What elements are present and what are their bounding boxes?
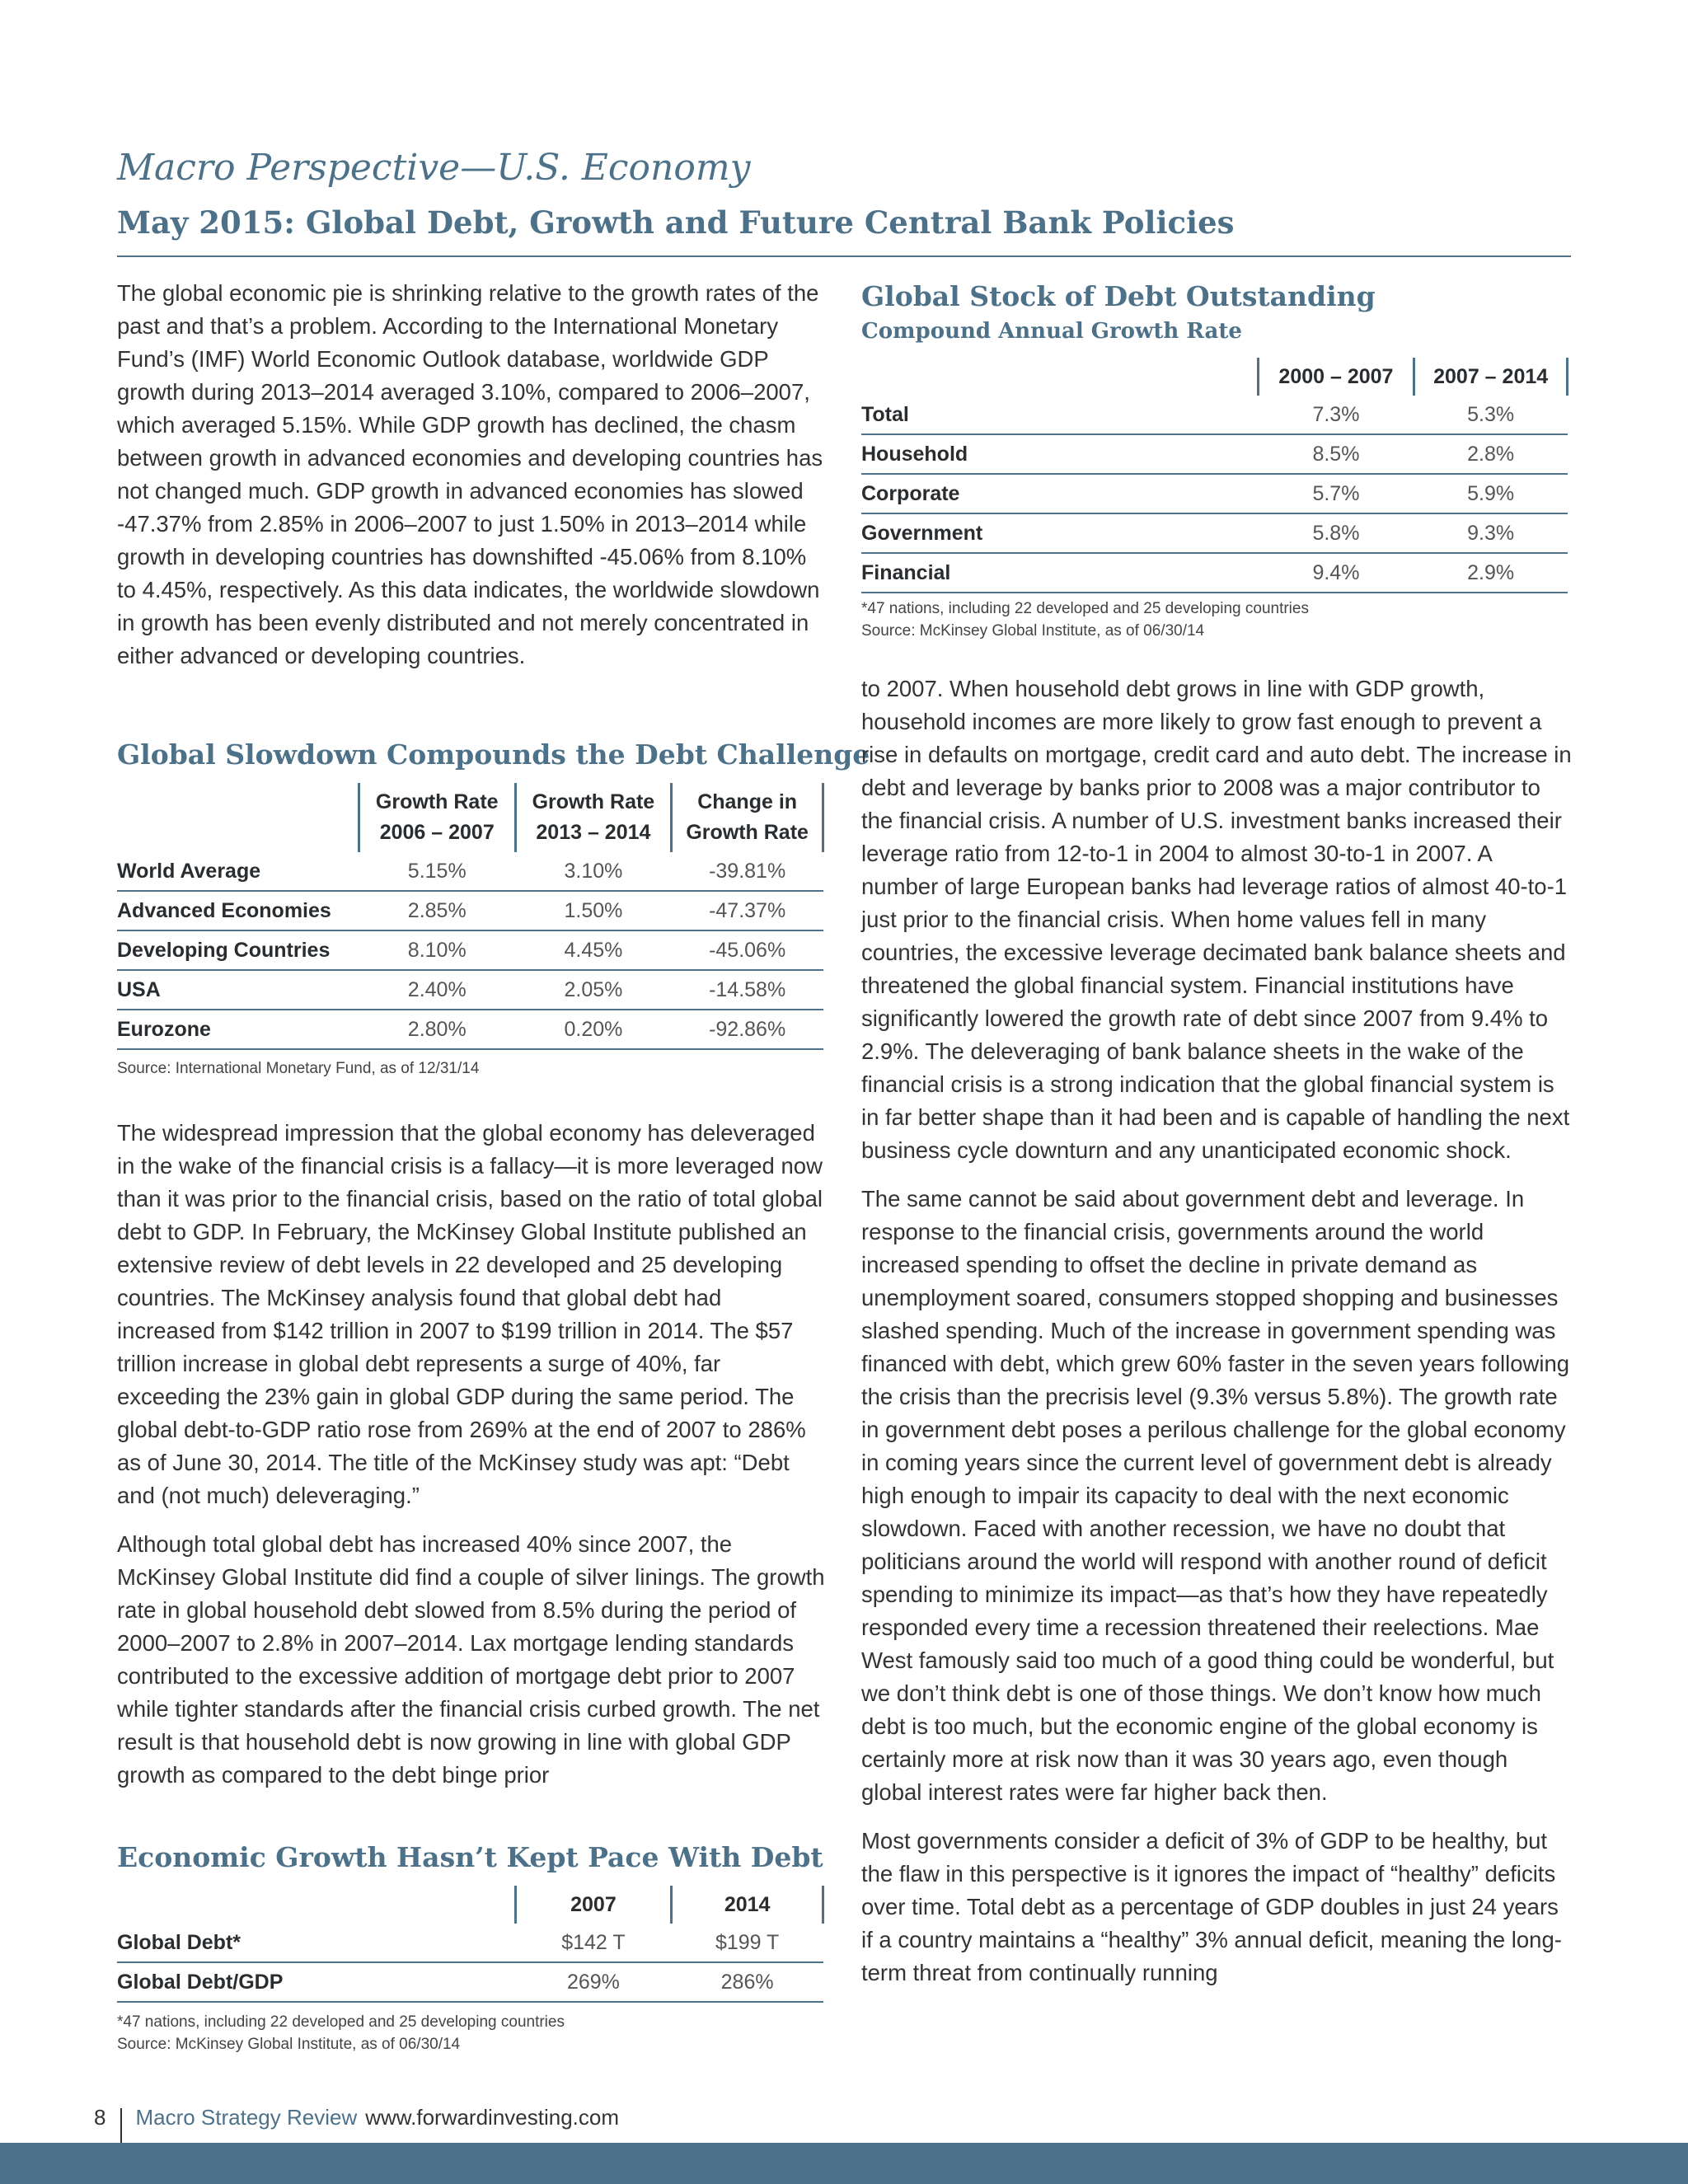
page-title: May 2015: Global Debt, Growth and Future Central Bank Policies <box>117 204 1235 241</box>
header-spacer <box>861 358 1258 396</box>
debt-stock-table <box>861 358 1568 593</box>
slowdown-col-change: Change in Growth Rate <box>672 783 823 852</box>
slowdown-table-title: Global Slowdown Compounds the Debt Challenge <box>117 738 870 771</box>
growth-debt-source-note: Source: McKinsey Global Institute, as of 06/30/14 <box>117 2036 461 2053</box>
title-divider <box>117 255 1571 257</box>
debt-stock-table-title: Global Stock of Debt Outstanding <box>861 280 1376 312</box>
table-row: USA 2.40% 2.05% -14.58% <box>117 970 823 1010</box>
table-row: Global Debt* $142 T $199 T <box>117 1924 823 1962</box>
table-row: Advanced Economies 2.85% 1.50% -47.37% <box>117 891 823 930</box>
slowdown-col-2006: Growth Rate 2006 – 2007 <box>359 783 515 852</box>
right-body-column <box>861 673 1572 1990</box>
growth-debt-col-2014: 2014 <box>672 1886 823 1924</box>
debt-stock-col-2000: 2000 – 2007 <box>1258 358 1414 396</box>
debt-stock-table-subtitle: Compound Annual Growth Rate <box>861 319 1242 344</box>
debt-stock-footnote: *47 nations, including 22 developed and 25 developing countries <box>861 600 1309 617</box>
bottom-color-band <box>0 2143 1688 2184</box>
table-row: Corporate 5.7% 5.9% <box>861 474 1568 513</box>
footer-divider <box>120 2108 122 2146</box>
intro-paragraph: The global economic pie is shrinking relative to the growth rates of the past and that’s a problem. According to the International Monetary Fund’s (IMF) World Economic Outlook database, worldwide GDP growth during 2013–2014 averaged 3.10%, compared to 2006–2007, which averaged 5.15%. While GDP growth has declined, the chasm between growth in advanced economies and developing countries has not changed much. GDP growth in advanced economies has slowed -47.37% from 2.85% in 2006–2007 to just 1.50% in 2013–2014 while growth in developing countries has downshifted -45.06% from 8.10% to 4.45%, respectively. As this data indicates, the worldwide slowdown in growth has been evenly distributed and not merely concentrated in either advanced or developing countries. <box>117 280 823 668</box>
growth-debt-footnote: *47 nations, including 22 developed and 25 developing countries <box>117 2013 565 2031</box>
website-link[interactable]: www.forwardinvesting.com <box>365 2104 620 2130</box>
growth-debt-table <box>117 1886 824 2003</box>
debt-stock-col-2007: 2007 – 2014 <box>1414 358 1568 396</box>
growth-debt-table-header <box>117 1886 823 1924</box>
debt-stock-source-note: Source: McKinsey Global Institute, as of 06/30/14 <box>861 622 1205 640</box>
table-row: Global Debt/GDP 269% 286% <box>117 1962 823 2002</box>
intro-column <box>117 277 826 673</box>
government-debt-paragraph: The same cannot be said about government debt and leverage. In response to the financial crisis, governments around the world increased spending to offset the decline in private demand as unemployment soared, consumers stopped shopping and businesses slashed spending. Much of the increase in government spending was financed with debt, which grew 60% faster in the seven years following the crisis than the precrisis level (9.3% versus 5.8%). The growth rate in government debt poses a perilous challenge for the global economy in coming years since the current level of government debt is already high enough to impair its capacity to deal with the next economic slowdown. Faced with another recession, we have no doubt that politicians around the world will respond with another round of deficit spending to minimize its impact—as that’s how they have repeatedly responded every time a recession threatened their reelections. Mae West famously said too much of a good thing could be wonderful, but we don’t think debt is one of those things. We don’t know how much debt is too much, but the economic engine of the global economy is certainly more at risk now than it was 30 years ago, even though global interest rates were far higher back then. <box>861 1186 1570 1805</box>
left-body-column <box>117 1117 826 1792</box>
debt-stock-table-header <box>861 358 1568 396</box>
slowdown-table-header <box>117 783 823 852</box>
growth-debt-col-2007: 2007 <box>515 1886 672 1924</box>
table-row: Household 8.5% 2.8% <box>861 434 1568 474</box>
household-debt-paragraph: to 2007. When household debt grows in line with GDP growth, household incomes are more likely to grow fast enough to prevent a rise in defaults on mortgage, credit card and auto debt. The increase in debt and leverage by banks prior to 2008 was a major contributor to the financial crisis. A number of U.S. investment banks increased their leverage ratio from 12-to-1 in 2004 to almost 30-to-1 in 2007. A number of large European banks had leverage ratios of almost 40-to-1 just prior to the financial crisis. When home values fell in many countries, the excessive leverage decimated bank balance sheets and threatened the global financial system. Financial institutions have significantly lowered the growth rate of debt since 2007 from 9.4% to 2.9%. The deleveraging of bank balance sheets in the wake of the financial crisis is a strong indication that the global financial system is in far better shape than it had been and is capable of handling the next business cycle downturn and any unanticipated economic shock. <box>861 676 1572 1163</box>
page-number: 8 <box>94 2104 106 2130</box>
header-spacer <box>117 783 359 852</box>
slowdown-source-note: Source: International Monetary Fund, as of 12/31/14 <box>117 1060 480 1077</box>
slowdown-col-2013: Growth Rate 2013 – 2014 <box>515 783 672 852</box>
table-row: Government 5.8% 9.3% <box>861 513 1568 553</box>
fallacy-paragraph: The widespread impression that the global economy has deleveraged in the wake of the financial crisis is a fallacy—it is more leveraged now than it was prior to the financial crisis, based on the ratio of total global debt to GDP. In February, the McKinsey Global Institute published an extensive review of debt levels in 22 developed and 25 developing countries. The McKinsey analysis found that global debt had increased from $142 trillion in 2007 to $199 trillion in 2014. The $57 trillion increase in global debt represents a surge of 40%, far exceeding the 23% gain in global GDP during the same period. The global debt-to-GDP ratio rose from 269% at the end of 2007 to 286% as of June 30, 2014. The title of the McKinsey study was apt: “Debt and (not much) deleveraging.” <box>117 1120 823 1508</box>
table-row: Total 7.3% 5.3% <box>861 396 1568 434</box>
growth-debt-table-title: Economic Growth Hasn’t Kept Pace With Debt <box>117 1841 823 1873</box>
deficit-paragraph: Most governments consider a deficit of 3% of GDP to be healthy, but the flaw in this perspective is it ignores the impact of “healthy” deficits over time. Total debt as a percentage of GDP doubles in just 24 years if a country maintains a “healthy” 3% annual deficit, meaning the long-term threat from continually running <box>861 1828 1562 1985</box>
publication-name: Macro Strategy Review <box>135 2104 358 2130</box>
table-row: World Average 5.15% 3.10% -39.81% <box>117 852 823 891</box>
slowdown-table <box>117 783 824 1050</box>
page-kicker: Macro Perspective—U.S. Economy <box>117 147 751 189</box>
table-row: Developing Countries 8.10% 4.45% -45.06% <box>117 930 823 970</box>
silver-linings-paragraph: Although total global debt has increased 40% since 2007, the McKinsey Global Institute did find a couple of silver linings. The growth rate in global household debt slowed from 8.5% during the period of 2000–2007 to 2.8% in 2007–2014. Lax mortgage lending standards contributed to the excessive addition of mortgage debt prior to 2007 while tighter standards after the financial crisis curbed growth. The net result is that household debt is now growing in line with global GDP growth as compared to the debt binge prior <box>117 1531 825 1788</box>
header-spacer <box>117 1886 515 1924</box>
page-footer <box>94 2100 619 2138</box>
table-row: Eurozone 2.80% 0.20% -92.86% <box>117 1010 823 1049</box>
table-row: Financial 9.4% 2.9% <box>861 553 1568 593</box>
